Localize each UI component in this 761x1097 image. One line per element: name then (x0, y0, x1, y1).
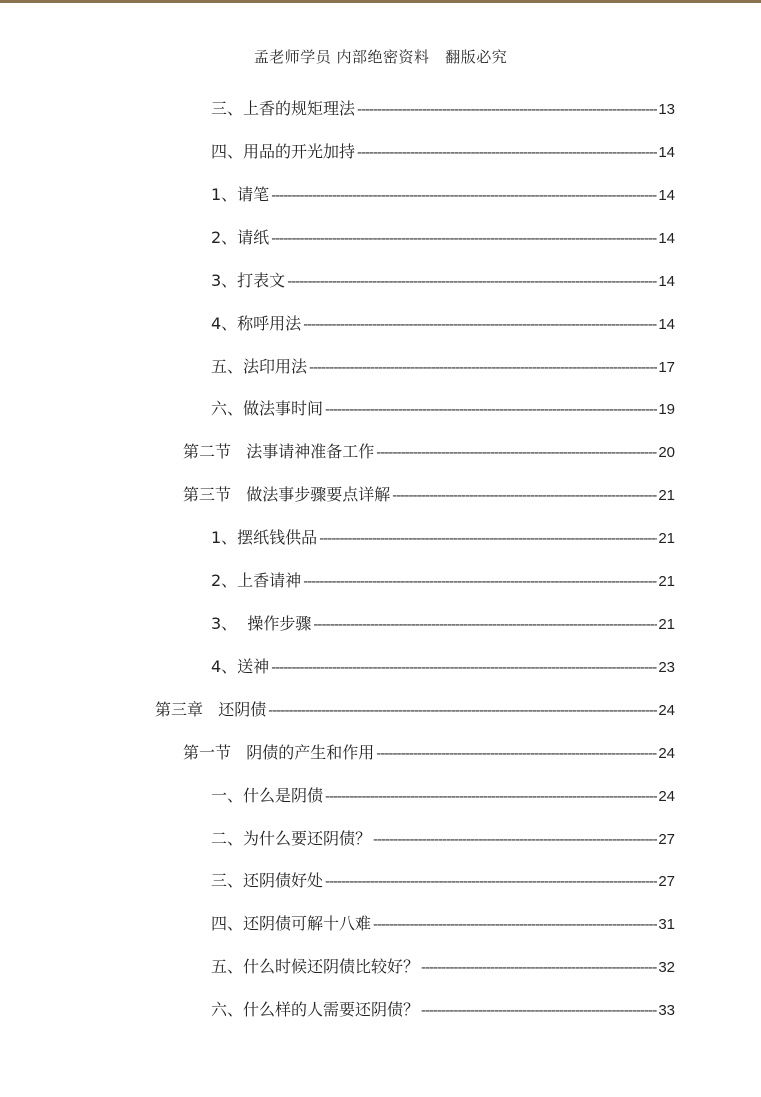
toc-label: 2、上香请神 (211, 571, 302, 590)
toc-label: 二、为什么要还阴债？ (211, 829, 372, 848)
toc-leader (287, 274, 657, 290)
toc-leader (313, 617, 657, 633)
toc-label: 五、法印用法 (211, 357, 308, 376)
toc-entry[interactable] (183, 740, 675, 764)
toc-leader (303, 317, 657, 333)
toc-entry[interactable] (183, 482, 675, 506)
toc-label: 六、什么样的人需要还阴债？ (211, 1000, 420, 1019)
toc-page-number: 32 (658, 959, 675, 976)
toc-leader (421, 960, 657, 976)
toc-leader (373, 832, 657, 848)
toc-leader (271, 660, 657, 676)
toc-page-number: 33 (658, 1002, 675, 1019)
toc-label: 四、还阴债可解十八难 (211, 914, 372, 933)
toc-label: 3、打表文 (211, 271, 286, 290)
toc-entry[interactable] (211, 354, 675, 378)
toc-leader (421, 1003, 657, 1019)
toc-page-number: 20 (658, 444, 675, 461)
toc-label: 四、用品的开光加持 (211, 142, 356, 161)
toc-label: 1、请笔 (211, 185, 270, 204)
toc-entry[interactable] (211, 954, 675, 978)
toc-label: 三、上香的规矩理法 (211, 99, 356, 118)
toc-page-number: 21 (658, 573, 675, 590)
toc-entry[interactable] (211, 311, 675, 335)
toc-page-number: 14 (658, 187, 675, 204)
toc-leader (392, 488, 657, 504)
toc-label: 六、做法事时间 (211, 399, 324, 418)
toc-page-number: 24 (658, 788, 675, 805)
toc-leader (325, 402, 657, 418)
toc-entry[interactable] (211, 268, 675, 292)
toc-leader (271, 188, 657, 204)
toc-page-number: 14 (658, 316, 675, 333)
toc-leader (357, 145, 657, 161)
toc-page-number: 21 (658, 530, 675, 547)
toc-page-number: 14 (658, 144, 675, 161)
toc-page-number: 17 (658, 359, 675, 376)
toc-leader (357, 102, 657, 118)
toc-entry[interactable] (211, 654, 675, 678)
toc-label: 4、送神 (211, 657, 270, 676)
toc-leader (325, 789, 657, 805)
toc-leader (271, 231, 657, 247)
toc-label: 2、请纸 (211, 228, 270, 247)
toc-leader (268, 703, 657, 719)
toc-label: 第三节 做法事步骤要点详解 (183, 485, 391, 504)
toc-leader (309, 360, 657, 376)
toc-label: 第二节 法事请神准备工作 (183, 442, 375, 461)
toc-page-number: 21 (658, 487, 675, 504)
top-border (0, 0, 761, 3)
toc-leader (319, 531, 657, 547)
toc-page-number: 14 (658, 230, 675, 247)
toc-page-number: 14 (658, 273, 675, 290)
toc-entry[interactable] (211, 997, 675, 1021)
toc-label: 三、还阴债好处 (211, 871, 324, 890)
toc-entry[interactable] (211, 868, 675, 892)
toc-label: 4、称呼用法 (211, 314, 302, 333)
toc-entry[interactable] (211, 568, 675, 592)
toc-page-number: 19 (658, 401, 675, 418)
toc-page-number: 31 (658, 916, 675, 933)
toc-entry[interactable] (155, 697, 675, 721)
page-header: 孟老师学员 内部绝密资料 翻版必究 (253, 48, 508, 66)
toc-label: 五、什么时候还阴债比较好？ (211, 957, 420, 976)
toc-leader (303, 574, 657, 590)
toc-label: 第三章 还阴债 (155, 700, 267, 719)
toc-entry[interactable] (211, 225, 675, 249)
toc-entry[interactable] (211, 396, 675, 420)
toc-page-number: 24 (658, 745, 675, 762)
toc-label: 一、什么是阴债 (211, 786, 324, 805)
toc-leader (376, 746, 657, 762)
toc-entry[interactable] (211, 911, 675, 935)
toc-label: 1、摆纸钱供品 (211, 528, 318, 547)
toc-entry[interactable] (211, 783, 675, 807)
toc-leader (373, 917, 657, 933)
toc-page-number: 27 (658, 831, 675, 848)
toc-page-number: 21 (658, 616, 675, 633)
toc-entry[interactable] (211, 826, 675, 850)
toc-entry[interactable] (211, 611, 675, 635)
toc-leader (325, 874, 657, 890)
toc-page-number: 27 (658, 873, 675, 890)
toc-page-number: 13 (658, 101, 675, 118)
toc-leader (376, 445, 657, 461)
toc-page-number: 24 (658, 702, 675, 719)
toc-label: 3、 操作步骤 (211, 614, 312, 633)
toc-page-number: 23 (658, 659, 675, 676)
toc-entry[interactable] (211, 182, 675, 206)
toc-entry[interactable] (211, 139, 675, 163)
toc-entry[interactable] (211, 96, 675, 120)
toc-label: 第一节 阴债的产生和作用 (183, 743, 375, 762)
toc-entry[interactable] (211, 525, 675, 549)
toc-entry[interactable] (183, 439, 675, 463)
